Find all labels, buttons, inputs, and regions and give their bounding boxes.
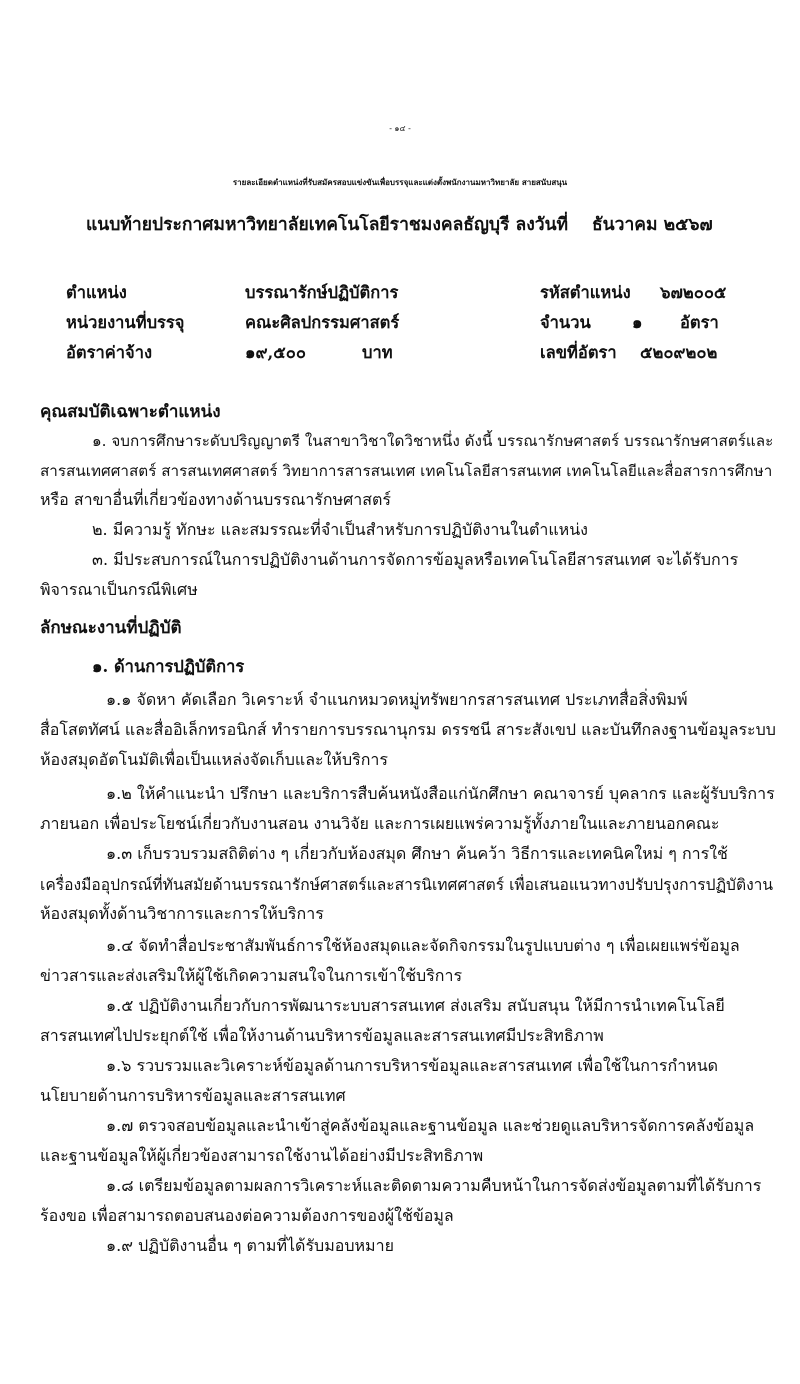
count-label: จำนวน: [540, 313, 591, 332]
qualification-line: ๓. มีประสบการณ์ในการปฏิบัติงานด้านการจัดการข้อมูลหรือเทคโนโลยีสารสนเทศ จะได้รับการ: [92, 550, 739, 569]
duty-line: เครื่องมืออุปกรณ์ที่ทันสมัยด้านบรรณารักษ์ศาสตร์และสารนิเทศศาสตร์ เพื่อเสนอแนวทางปรับปรุงการปฏิบัติงาน: [40, 876, 774, 894]
position-code-value: ๖๗๒๐๐๕: [660, 283, 727, 302]
duty-line: ๑.๖ รวบรวมและวิเคราะห์ข้อมูลด้านการบริหารข้อมูลและสารสนเทศ เพื่อใช้ในการกำหนด: [106, 1056, 719, 1075]
duty-line: ๑.๗ ตรวจสอบข้อมูลและนำเข้าสู่คลังข้อมูลและฐานข้อมูล และช่วยดูแลบริหารจัดการคลังข้อมูล: [106, 1116, 755, 1135]
duty-line: ๑.๘ เตรียมข้อมูลตามผลการวิเคราะห์และติดตามความคืบหน้าในการจัดส่งข้อมูลตามที่ได้รับการ: [106, 1176, 762, 1195]
qualification-line: สารสนเทศศาสตร์ สารสนเทศศาสตร์ วิทยาการสารสนเทศ เทคโนโลยีสารสนเทศ เทคโนโลยีและสื่อสารการศึกษา: [40, 462, 773, 480]
duty-line: ๑.๕ ปฏิบัติงานเกี่ยวกับการพัฒนาระบบสารสนเทศ ส่งเสริม สนับสนุน ให้มีการนำเทคโนโลยี: [106, 996, 725, 1015]
duties-subheading: ๑. ด้านการปฏิบัติการ: [92, 657, 245, 676]
wage-label: อัตราค่าจ้าง: [66, 343, 153, 362]
duty-line: ห้องสมุดทั้งด้านวิชาการและการให้บริการ: [40, 904, 324, 923]
document-title-line-1: รายละเอียดตำแหน่งที่รับสมัครสอบแข่งขันเพื่อบรรจุและแต่งตั้งพนักงานมหาวิทยาลัย สายสนับสนุน: [232, 177, 568, 187]
unit-value: คณะศิลปกรรมศาสตร์: [245, 313, 400, 332]
duty-line: นโยบายด้านการบริหารข้อมูลและสารสนเทศ: [40, 1086, 346, 1105]
rate-number-label: เลขที่อัตรา: [540, 343, 617, 362]
wage-value: ๑๙,๕๐๐: [245, 343, 306, 362]
document-title-date: ธันวาคม ๒๕๖๗: [592, 215, 713, 235]
duties-heading: ลักษณะงานที่ปฏิบัติ: [40, 618, 182, 638]
duty-line: ๑.๑ จัดหา คัดเลือก วิเคราะห์ จำแนกหมวดหมู่ทรัพยากรสารสนเทศ ประเภทสื่อสิ่งพิมพ์: [106, 690, 688, 709]
duty-line: และฐานข้อมูลให้ผู้เกี่ยวข้องสามารถใช้งานได้อย่างมีประสิทธิภาพ: [40, 1146, 484, 1165]
duty-line: ภายนอก เพื่อประโยชน์เกี่ยวกับงานสอน งานวิจัย และการเผยแพร่ความรู้ทั้งภายในและภายนอกคณะ: [40, 814, 720, 833]
duty-line: ๑.๙ ปฏิบัติงานอื่น ๆ ตามที่ได้รับมอบหมาย: [106, 1236, 394, 1255]
document-title-line-2: แนบท้ายประกาศมหาวิทยาลัยเทคโนโลยีราชมงคลธัญบุรี ลงวันที่: [86, 215, 569, 235]
duty-line: ข่าวสารและส่งเสริมให้ผู้ใช้เกิดความสนใจในการเข้าใช้บริการ: [40, 966, 463, 985]
wage-unit: บาท: [362, 343, 393, 362]
duty-line: ร้องขอ เพื่อสามารถตอบสนองต่อความต้องการของผู้ใช้ข้อมูล: [40, 1206, 454, 1225]
count-unit: อัตรา: [680, 313, 719, 332]
unit-label: หน่วยงานที่บรรจุ: [66, 313, 185, 332]
position-code-label: รหัสตำแหน่ง: [540, 283, 631, 302]
position-value: บรรณารักษ์ปฏิบัติการ: [245, 283, 399, 302]
count-value: ๑: [632, 313, 643, 332]
position-label: ตำแหน่ง: [66, 283, 127, 302]
duty-line: ๑.๔ จัดทำสื่อประชาสัมพันธ์การใช้ห้องสมุดและจัดกิจกรรมในรูปแบบต่าง ๆ เพื่อเผยแพร่ข้อมูล: [106, 936, 740, 955]
duty-line: ห้องสมุดอัตโนมัติเพื่อเป็นแหล่งจัดเก็บและให้บริการ: [40, 750, 388, 769]
qualification-line: หรือ สาขาอื่นที่เกี่ยวข้องทางด้านบรรณารักษศาสตร์: [40, 490, 392, 509]
duty-line: สื่อโสตทัศน์ และสื่ออิเล็กทรอนิกส์ ทำรายการบรรณานุกรม ดรรชนี สาระสังเขป และบันทึกลงฐานข้อมูลระบบ: [40, 720, 776, 739]
qualification-line: ๑. จบการศึกษาระดับปริญญาตรี ในสาขาวิชาใดวิชาหนึ่ง ดังนี้ บรรณารักษศาสตร์ บรรณารักษศาสตร์และ: [92, 432, 774, 450]
qualification-line: พิจารณาเป็นกรณีพิเศษ: [40, 580, 198, 599]
duty-line: ๑.๓ เก็บรวบรวมสถิติต่าง ๆ เกี่ยวกับห้องสมุด ศึกษา ค้นคว้า วิธีการและเทคนิคใหม่ ๆ การใช้: [106, 844, 728, 863]
page-number: - ๑๔ -: [389, 124, 411, 133]
rate-number-value: ๕๒๐๙๒๐๒: [640, 343, 718, 362]
qualifications-heading: คุณสมบัติเฉพาะตำแหน่ง: [40, 402, 221, 422]
qualification-line: ๒. มีความรู้ ทักษะ และสมรรณะที่จำเป็นสำหรับการปฏิบัติงานในตำแหน่ง: [92, 520, 588, 539]
duty-line: สารสนเทศไปประยุกต์ใช้ เพื่อให้งานด้านบริหารข้อมูลและสารสนเทศมีประสิทธิภาพ: [40, 1026, 604, 1045]
duty-line: ๑.๒ ให้คำแนะนำ ปรึกษา และบริการสืบค้นหนังสือแก่นักศึกษา คณาจารย์ บุคลากร และผู้รับบริการ: [106, 784, 775, 803]
